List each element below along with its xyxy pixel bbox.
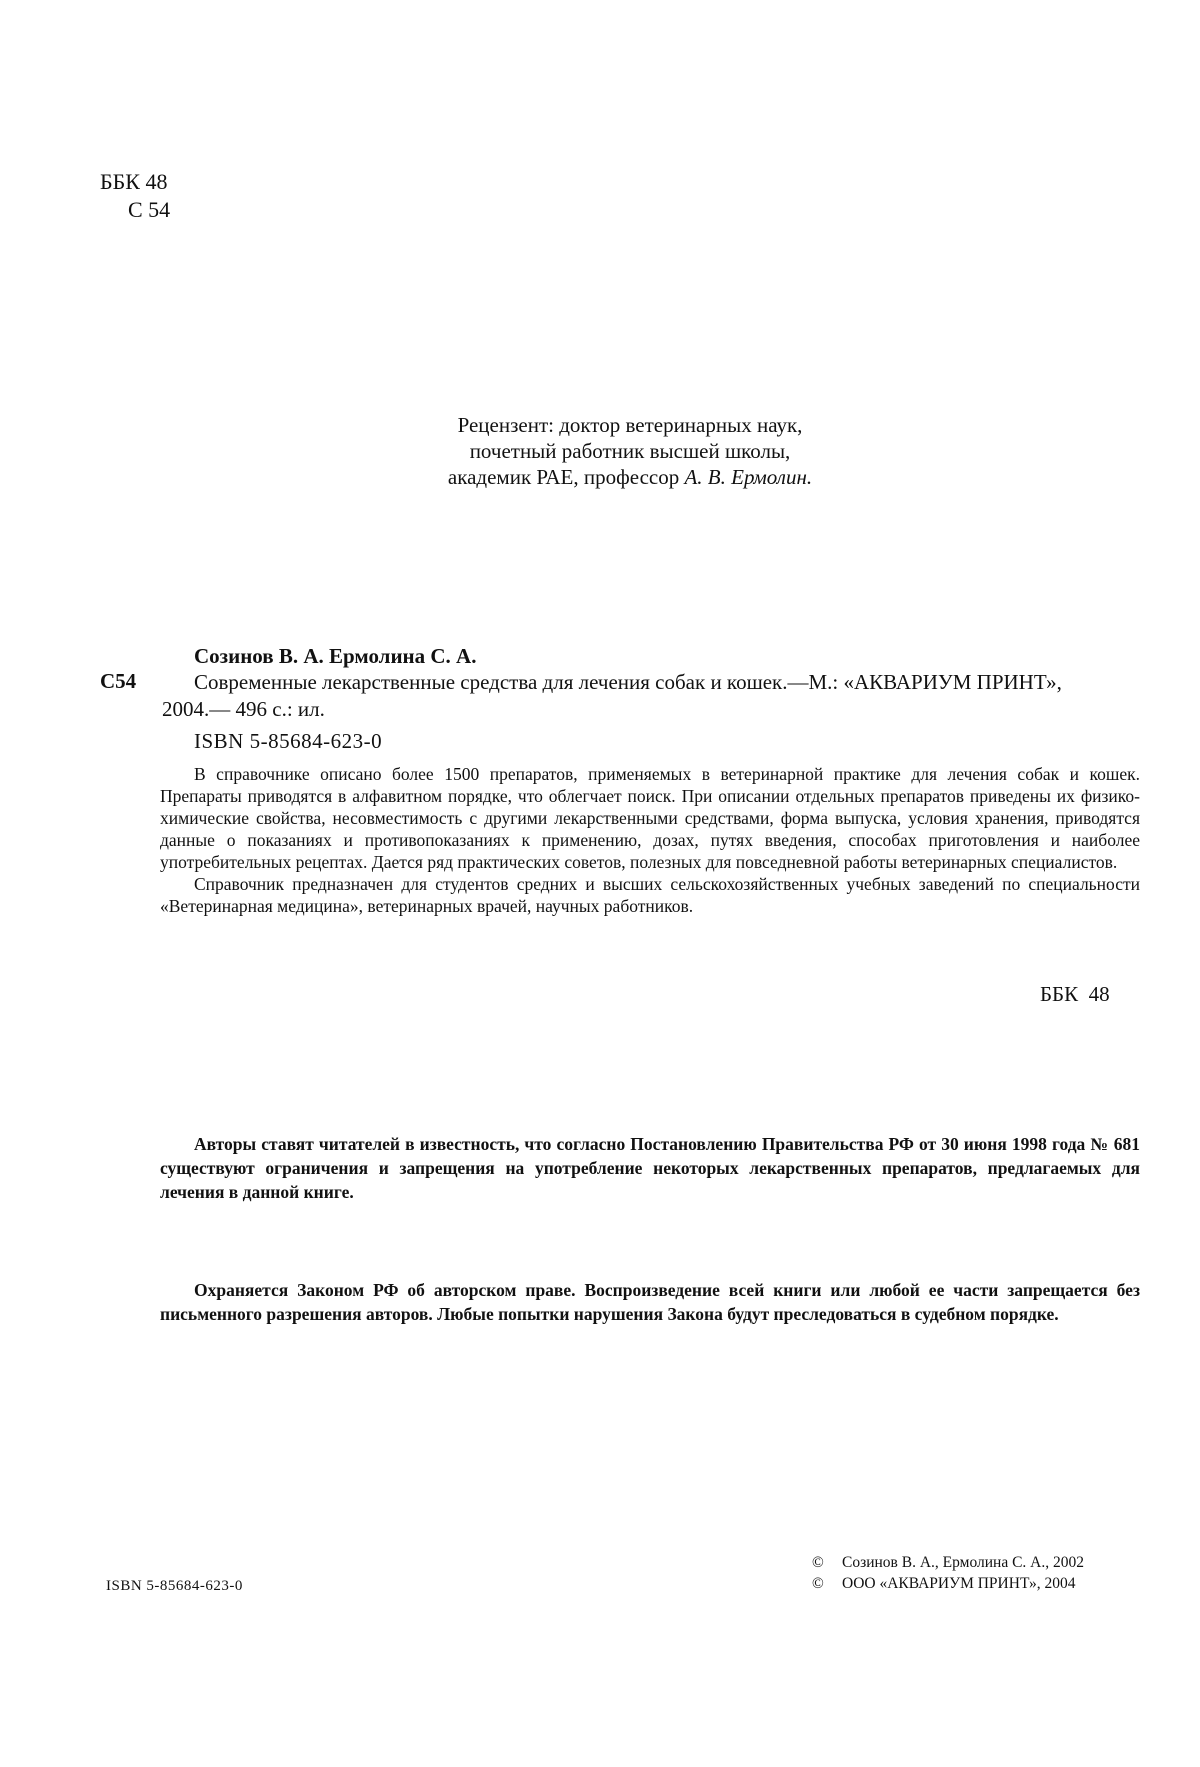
author-mark: С 54 [128, 197, 171, 222]
annotation-paragraph-2: Справочник предназначен для студентов средних и высших сельскохозяйственных учебных заведений по специальности «Ветеринарная медицина», ветеринарных врачей, научных работников. [160, 874, 1140, 916]
isbn: ISBN 5-85684-623-0 [194, 729, 383, 753]
copyright-line [812, 1552, 1084, 1573]
legal-notice-copyright [160, 1278, 1140, 1326]
catalog-code: С54 [100, 669, 137, 693]
reviewer-block [380, 412, 880, 490]
copyright-symbol: © [812, 1575, 824, 1592]
copyright-holder: ООО «АКВАРИУМ ПРИНТ», 2004 [842, 1575, 1076, 1592]
copyright-line [812, 1573, 1084, 1594]
reviewer-line-2: почетный работник высшей школы, [469, 439, 791, 463]
copyright-holder: Созинов В. А., Ермолина С. А., 2002 [842, 1554, 1084, 1571]
copyright-block [812, 1552, 1084, 1594]
reviewer-line-3 [380, 464, 880, 490]
legal-notice-restrictions [160, 1132, 1140, 1204]
reviewer-line-1: Рецензент: доктор ветеринарных наук, [457, 413, 803, 437]
bibliographic-publication-info: 2004.— 496 с.: ил. [162, 697, 325, 721]
isbn-footer: ISBN 5-85684-623-0 [106, 1578, 243, 1594]
copyright-law-text: Охраняется Законом РФ об авторском праве. Воспроизведение всей книги или любой ее части запрещается без письменного разрешения авторов. Любые попытки нарушения Закона будут преследоваться в судебном порядке. [160, 1280, 1140, 1324]
copyright-symbol: © [812, 1554, 824, 1571]
reviewer-name: А. В. Ермолин. [684, 465, 813, 489]
annotation-paragraph-1: В справочнике описано более 1500 препаратов, применяемых в ветеринарной практике для лечения собак и кошек. Препараты приводятся в алфавитном порядке, что облегчает поиск. При описании отдельных препаратов приведены их физико-химические свойства, несовместимость с другими лекарственными средствами, форма выпуска, условия хранения, приводятся данные о показаниях и противопоказаниях к применению, дозах, путях введения, способах приготовления и наиболее употребительных рецептах. Дается ряд практических советов, полезных для повседневной работы ветеринарных специалистов. [160, 764, 1140, 872]
bbk-classification [100, 168, 170, 224]
bibliographic-title: Современные лекарственные средства для лечения собак и кошек.—М.: «АКВАРИУМ ПРИНТ», [194, 670, 1062, 694]
reviewer-title: академик РАЕ, профессор [447, 465, 685, 489]
restrictions-text: Авторы ставят читателей в известность, что согласно Постановлению Правительства РФ от 30 июня 1998 года № 681 существуют ограничения и запрещения на употребление некоторых лекарственных препаратов, предлагаемых для лечения в данной книге. [160, 1134, 1140, 1202]
authors: Созинов В. А. Ермолина С. А. [194, 644, 477, 668]
bbk-code-right: ББК 48 [1040, 982, 1110, 1006]
bbk-code: ББК 48 [100, 169, 168, 194]
annotation [160, 763, 1140, 917]
